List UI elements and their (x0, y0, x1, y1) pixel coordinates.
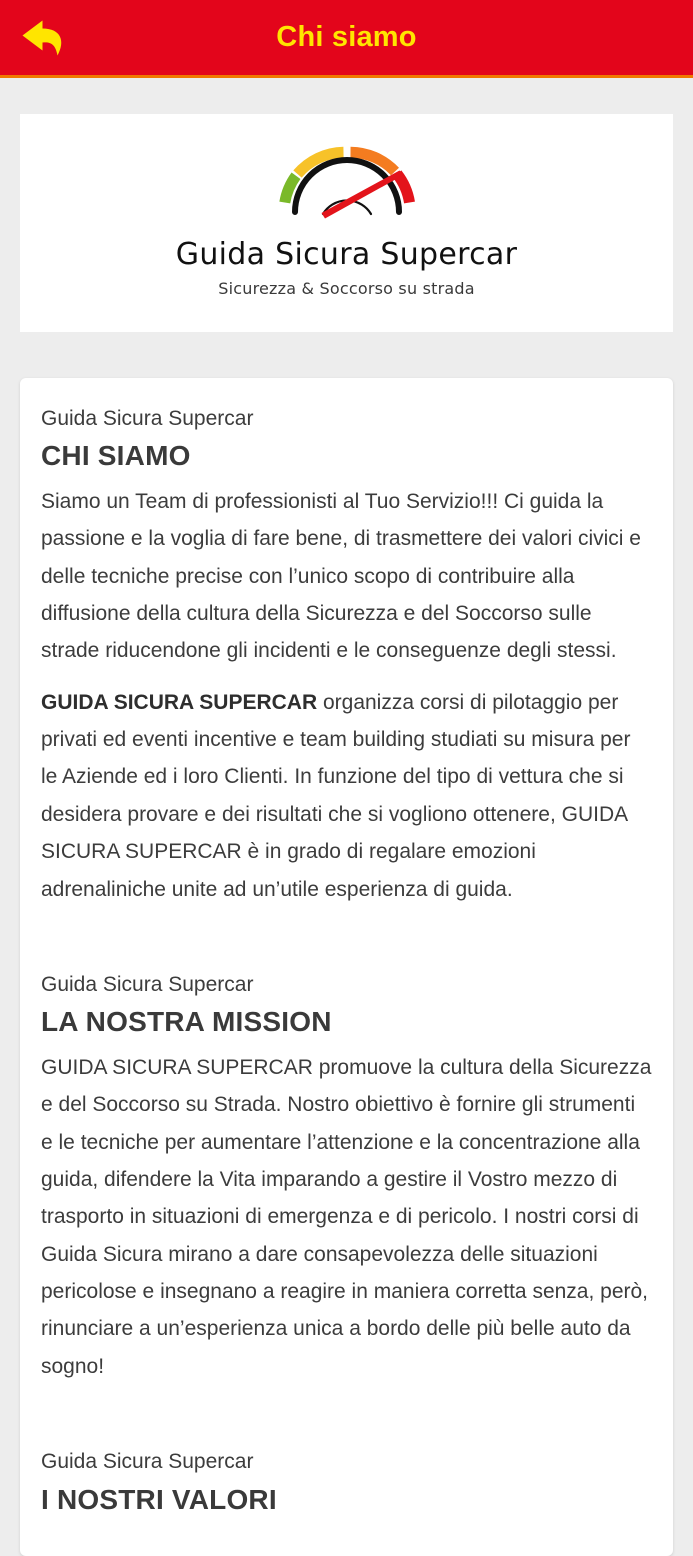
section-kicker: Guida Sicura Supercar (41, 407, 254, 430)
bold-lead: GUIDA SICURA SUPERCAR (41, 690, 318, 714)
app-header-bar (0, 0, 693, 78)
speedometer-gauge-icon (267, 140, 427, 224)
logo-tagline: Sicurezza & Soccorso su strada (218, 279, 475, 298)
paragraph: GUIDA SICURA SUPERCAR promuove la cultura della Sicurezza e del Soccorso su Strada. Nostro obiettivo è fornire gli strumenti e le tecniche per aumentare l’attenzione e la concentrazione alla guida, difendere la Vita imparando a gestire il Vostro mezzo di trasporto in situazioni di emergenza e di pericolo. I nostri corsi di Guida Sicura mirano a dare consapevolezza delle situazioni pericolose e insegnano a reagire in maniera corretta senza, però, rinunciare a un’esperienza unica a bordo delle più belle auto da sogno! (41, 1055, 652, 1378)
section-body (41, 1049, 652, 1385)
back-button[interactable] (14, 12, 76, 64)
section-title: I NOSTRI VALORI (41, 1483, 277, 1515)
back-arrow-icon (20, 17, 70, 59)
paragraph-rest: organizza corsi di pilotaggio per privati ed eventi incentive e team building studiati su misura per le Aziende ed i loro Clienti. In funzione del tipo di vettura che si desidera provare e dei risultati che si vogliono ottenere, GUIDA SICURA SUPERCAR è in grado di regalare emozioni adrenaliniche unite ad un’utile esperienza di guida. (41, 690, 631, 901)
section-body (41, 483, 652, 908)
section-i-nostri-valori (41, 1447, 652, 1518)
section-kicker: Guida Sicura Supercar (41, 1450, 254, 1474)
section-title: CHI SIAMO (41, 440, 191, 472)
section-kicker: Guida Sicura Supercar (41, 972, 254, 996)
paragraph (41, 684, 652, 908)
logo-wordmark: Guida Sicura Supercar (175, 237, 518, 272)
section-la-nostra-mission (41, 970, 652, 1385)
logo-card (20, 114, 673, 332)
about-content-card (20, 378, 673, 1556)
section-chi-siamo (41, 404, 652, 908)
paragraph: Siamo un Team di professionisti al Tuo Servizio!!! Ci guida la passione e la voglia di fare bene, di trasmettere dei valori civici e delle tecniche precise con l’unico scopo di contribuire alla diffusione della cultura della Sicurezza e del Soccorso sulle strade riducendone gli incidenti e le conseguenze degli stessi. (41, 489, 641, 663)
section-title: LA NOSTRA MISSION (41, 1006, 332, 1038)
page-title: Chi siamo (276, 21, 417, 53)
